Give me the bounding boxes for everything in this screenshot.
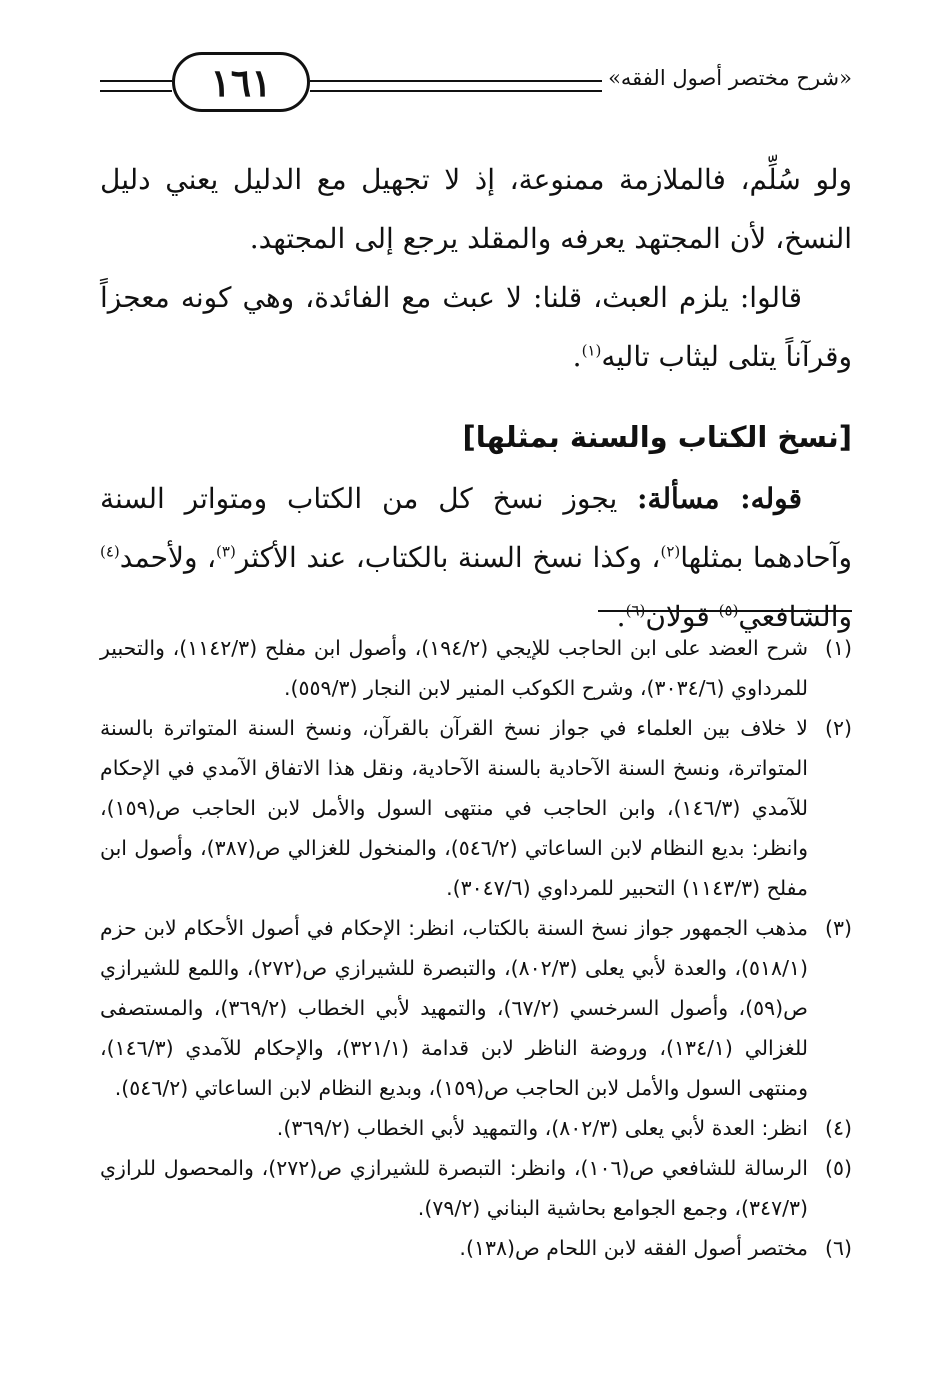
paragraph-3 xyxy=(100,469,852,646)
section-heading: [نسخ الكتاب والسنة بمثلها] xyxy=(462,420,852,454)
footnote-5 xyxy=(100,1148,852,1228)
running-title: «شرح مختصر أصول الفقه» xyxy=(608,66,852,90)
paragraph-2-end: . xyxy=(572,340,582,373)
footnote-number: (٣) xyxy=(824,916,852,940)
paragraph-1: ولو سُلِّم، فالملازمة ممنوعة، إذ لا تجهيل مع الدليل يعني دليل النسخ، لأن المجتهد يعرفه والمقلد يرجع إلى المجتهد. xyxy=(100,163,852,255)
footnote-4 xyxy=(100,1108,852,1148)
footnote-1 xyxy=(100,628,852,708)
paragraph-3-text-c: ، ولأحمد xyxy=(119,541,217,574)
footnote-ref-2[interactable]: (٢) xyxy=(660,542,681,561)
footnote-number: (٤) xyxy=(824,1116,852,1140)
paragraph-3-lead: قوله: مسألة: xyxy=(637,482,802,515)
footnote-number: (١) xyxy=(824,636,852,660)
footnote-ref-6[interactable]: (٦) xyxy=(625,601,646,620)
footnote-number: (٦) xyxy=(824,1236,852,1260)
header-rule-right xyxy=(310,80,602,92)
main-text xyxy=(100,150,852,646)
paragraph-3-text-a: يجوز نسخ كل من الكتاب ومتواتر السنة وآحادهما بمثلها xyxy=(100,482,852,574)
page-header xyxy=(100,50,852,120)
footnote-ref-3[interactable]: (٣) xyxy=(216,542,236,561)
footnote-6 xyxy=(100,1228,852,1268)
paragraph-3-text-b: ، وكذا نسخ السنة بالكتاب، عند الأكثر xyxy=(235,541,661,574)
footnote-separator xyxy=(598,610,852,612)
footnote-number: (٢) xyxy=(824,716,852,740)
footnote-text: انظر: العدة لأبي يعلى (٨٠٢/٣)، والتمهيد لأبي الخطاب (٣٦٩/٢). xyxy=(276,1116,808,1140)
footnote-ref-1[interactable]: (١) xyxy=(581,341,602,360)
footnote-text: مذهب الجمهور جواز نسخ السنة بالكتاب، انظر: الإحكام في أصول الأحكام لابن حزم (٥١٨/١)، والعدة لأبي يعلى (٨٠٢/٣)، والتبصرة للشيرازي ص(٢٧٢)، واللمع للشيرازي ص(٥٩)، وأصول السرخسي (٦٧/٢)، والتمهيد لأبي الخطاب (٣٦٩/٢)، والمستصفى للغزالي (١٣٤/١)، وروضة الناظر لابن قدامة (٣٢١/١)، والإحكام للآمدي (١٤٦/٣)، ومنتهى السول والأمل لابن الحاجب ص(١٥٩)، وبديع النظام لابن الساعاتي (٥٤٦/٢). xyxy=(100,916,808,1100)
paragraph-3-end: . xyxy=(616,600,626,633)
footnote-ref-5[interactable]: (٥) xyxy=(718,601,739,620)
paragraph-2 xyxy=(100,268,852,386)
paragraph-3-text-e: قولان xyxy=(645,600,719,633)
footnote-text: لا خلاف بين العلماء في جواز نسخ القرآن بالقرآن، ونسخ السنة المتواترة بالسنة المتواترة، ونسخ السنة الآحادية بالسنة الآحادية، ونقل هذا الاتفاق الآمدي في الإحكام للآمدي (١٤٦/٣)، وابن الحاجب في منتهى السول والأمل لابن الحاجب ص(١٥٩)، وانظر: بديع النظام لابن الساعاتي (٥٤٦/٢)، والمنخول للغزالي ص(٣٨٧)، وأصول ابن مفلح (١١٤٣/٣) التحبير للمرداوي (٣٠٤٧/٦). xyxy=(100,716,808,900)
footnote-3 xyxy=(100,908,852,1108)
footnote-text: شرح العضد على ابن الحاجب للإيجي (١٩٤/٢)، وأصول ابن مفلح (١١٤٢/٣)، والتحبير للمرداوي (٣٠٣٤/٦)، وشرح الكوكب المنير لابن النجار (٥٥٩/٣). xyxy=(100,636,809,700)
paragraph-2-text: قالوا: يلزم العبث، قلنا: لا عبث مع الفائدة، وهي كونه معجزاً وقرآناً يتلى ليثاب تاليه xyxy=(100,281,852,373)
footnote-text: الرسالة للشافعي ص(١٠٦)، وانظر: التبصرة للشيرازي ص(٢٧٢)، والمحصول للرازي (٣٤٧/٣)، وجمع الجوامع بحاشية البناني (٧٩/٢). xyxy=(100,1156,808,1220)
footnote-2 xyxy=(100,708,852,908)
header-rule-left xyxy=(100,80,172,92)
footnote-text: مختصر أصول الفقه لابن اللحام ص(١٣٨). xyxy=(459,1236,808,1260)
paragraph-3-text-d: والشافعي xyxy=(738,600,852,633)
footnotes xyxy=(100,628,852,1268)
footnote-ref-4[interactable]: (٤) xyxy=(100,542,120,561)
footnote-number: (٥) xyxy=(824,1156,852,1180)
page-number: ١٦١ xyxy=(172,52,310,112)
